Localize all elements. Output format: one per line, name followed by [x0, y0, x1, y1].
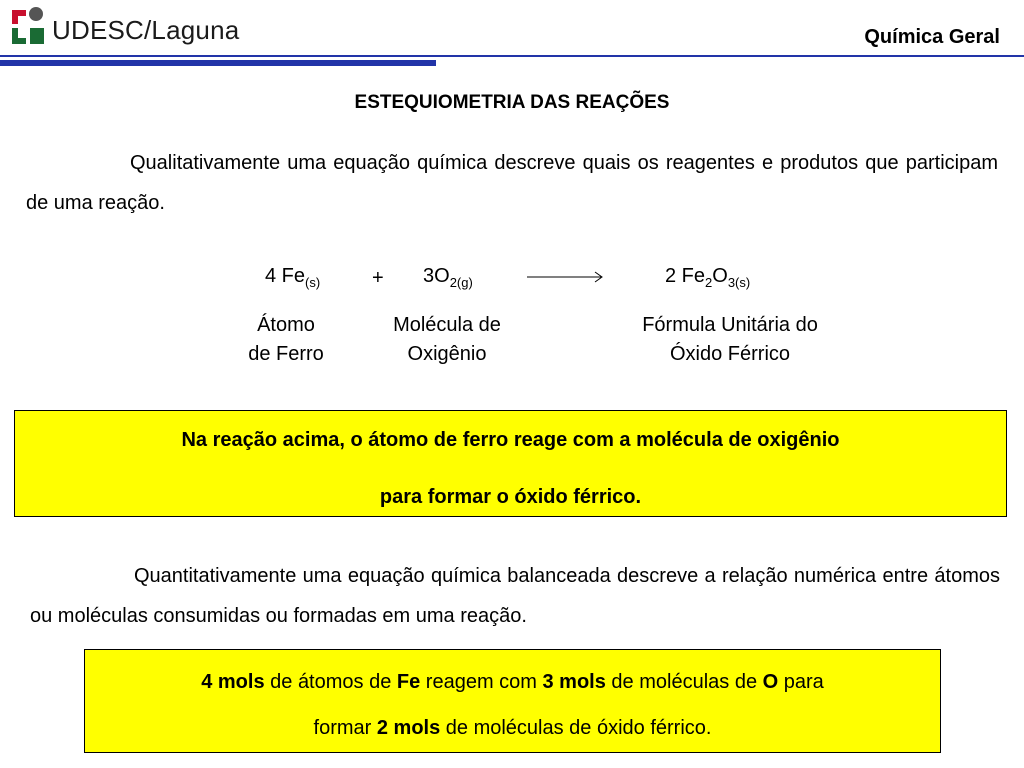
paragraph-quantitative: Quantitativamente uma equação química balanceada descreve a relação numérica entre átomos ou moléculas consumidas ou formadas em uma reação. [30, 565, 1000, 627]
equation-reactant-iron [265, 265, 321, 290]
symbol-fe: Fe [396, 671, 421, 693]
equation-product [665, 265, 751, 290]
label-oxygen-molecule [367, 311, 527, 369]
mols-fe: 4 mols [201, 671, 265, 693]
label-oxygen-line1: Molécula de [393, 314, 501, 336]
header-rule-thick [0, 60, 436, 66]
symbol-o: O [762, 671, 779, 693]
header-rule-thin [0, 55, 1024, 57]
iron-coef: 4 Fe [265, 265, 306, 287]
text-segment: para [778, 671, 824, 693]
label-ferric-oxide [580, 311, 880, 369]
product-mid: O [712, 265, 728, 287]
highlight-box-mols [84, 649, 941, 753]
udesc-logo-icon [8, 4, 48, 46]
logo-text: UDESC/Laguna [52, 15, 240, 45]
oxygen-coef: 3O [423, 265, 450, 287]
text-segment: de moléculas de óxido férrico. [440, 717, 712, 739]
text-segment: formar [313, 717, 377, 739]
highlight-box-reaction [14, 410, 1007, 517]
highlight2-line2 [85, 718, 940, 738]
slide-title: ESTEQUIOMETRIA DAS REAÇÕES [354, 92, 670, 113]
iron-state: (s) [305, 275, 321, 290]
oxygen-state: 2(g) [449, 275, 473, 290]
label-oxygen-line2: Oxigênio [407, 343, 487, 365]
label-product-line2: Óxido Férrico [669, 343, 791, 365]
course-title: Química Geral [864, 26, 1000, 48]
highlight1-line2: para formar o óxido férrico. [379, 486, 642, 508]
label-product-line1: Fórmula Unitária do [642, 314, 818, 336]
equation-plus: + [372, 267, 384, 289]
text-segment: de átomos de [264, 671, 397, 693]
product-sub2: 3(s) [727, 275, 751, 290]
text-segment: reagem com [420, 671, 543, 693]
label-iron-line1: Átomo [257, 314, 315, 336]
equation-reactant-oxygen [423, 265, 473, 290]
highlight1-line1: Na reação acima, o átomo de ferro reage com a molécula de oxigênio [181, 429, 840, 451]
highlight2-line1 [85, 672, 940, 692]
text-segment: de moléculas de [605, 671, 763, 693]
label-iron-line2: de Ferro [248, 343, 324, 365]
product-sub1: 2 [705, 275, 713, 290]
mols-oxide: 2 mols [376, 717, 441, 739]
label-iron-atom [226, 311, 346, 369]
reaction-arrow-icon [527, 270, 605, 284]
product-coef: 2 Fe [665, 265, 706, 287]
paragraph-qualitative: Qualitativamente uma equação química descreve quais os reagentes e produtos que participam de uma reação. [26, 152, 998, 214]
mols-o: 3 mols [542, 671, 606, 693]
